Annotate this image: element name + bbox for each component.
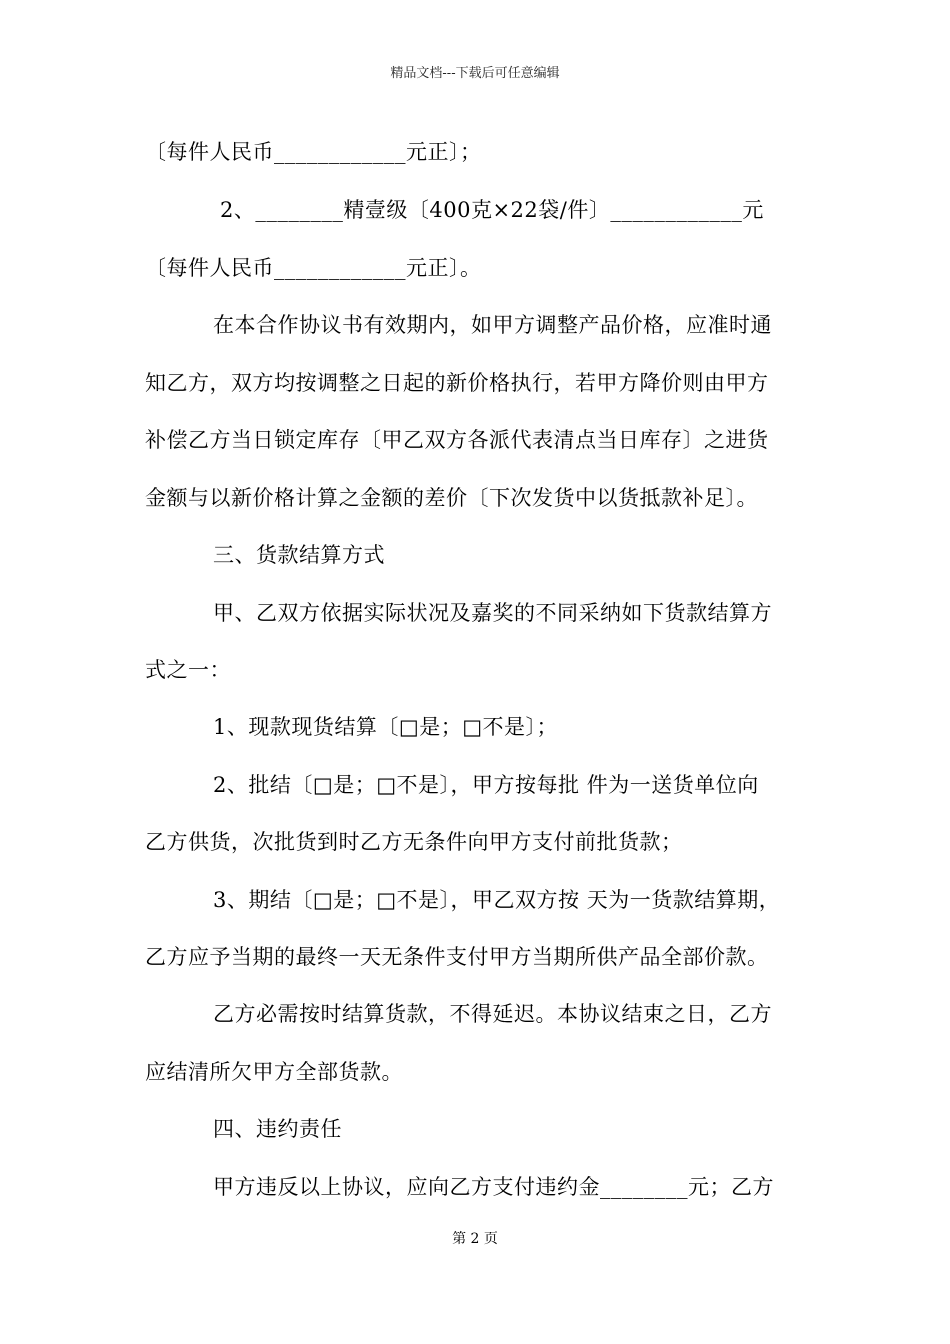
page-number: 第 2 页 bbox=[452, 1231, 498, 1247]
body-line: 式之一： bbox=[145, 658, 231, 682]
body-line: 乙方供货，次批货到时乙方无条件向甲方支付前批货款； bbox=[145, 830, 683, 854]
page-header: 精品文档---下载后可任意编辑 bbox=[390, 66, 560, 81]
body-line: 应结清所欠甲方全部货款。 bbox=[145, 1060, 403, 1084]
body-line: 2、批结〔□是；□不是〕，甲方按每批 件为一送货单位向 bbox=[213, 773, 759, 797]
body-line: 2、________精壹级〔400克×22袋/件〕____________元 bbox=[220, 198, 764, 222]
section-heading: 四、违约责任 bbox=[213, 1117, 342, 1141]
body-line: 乙方应予当期的最终一天无条件支付甲方当期所供产品全部价款。 bbox=[145, 945, 769, 969]
body-line: 金额与以新价格计算之金额的差价〔下次发货中以货抵款补足〕。 bbox=[145, 486, 758, 510]
body-line: 乙方必需按时结算货款，不得延迟。本协议结束之日，乙方 bbox=[213, 1002, 772, 1026]
body-line: 3、期结〔□是；□不是〕，甲乙双方按 天为一货款结算期， bbox=[213, 888, 781, 912]
body-line: 甲方违反以上协议，应向乙方支付违约金________元；乙方 bbox=[213, 1175, 774, 1199]
body-line: 〔每件人民币____________元正〕。 bbox=[145, 256, 482, 280]
body-line: 甲、乙双方依据实际状况及嘉奖的不同采纳如下货款结算方 bbox=[213, 601, 772, 625]
body-line: 在本合作协议书有效期内，如甲方调整产品价格，应准时通 bbox=[213, 313, 772, 337]
body-line: 1、现款现货结算〔□是；□不是〕； bbox=[213, 715, 559, 739]
body-line: 补偿乙方当日锁定库存〔甲乙双方各派代表清点当日库存〕之进货 bbox=[145, 428, 769, 452]
section-heading: 三、货款结算方式 bbox=[213, 543, 385, 567]
body-line: 知乙方，双方均按调整之日起的新价格执行，若甲方降价则由甲方 bbox=[145, 371, 769, 395]
body-line: 〔每件人民币____________元正〕； bbox=[145, 140, 482, 164]
